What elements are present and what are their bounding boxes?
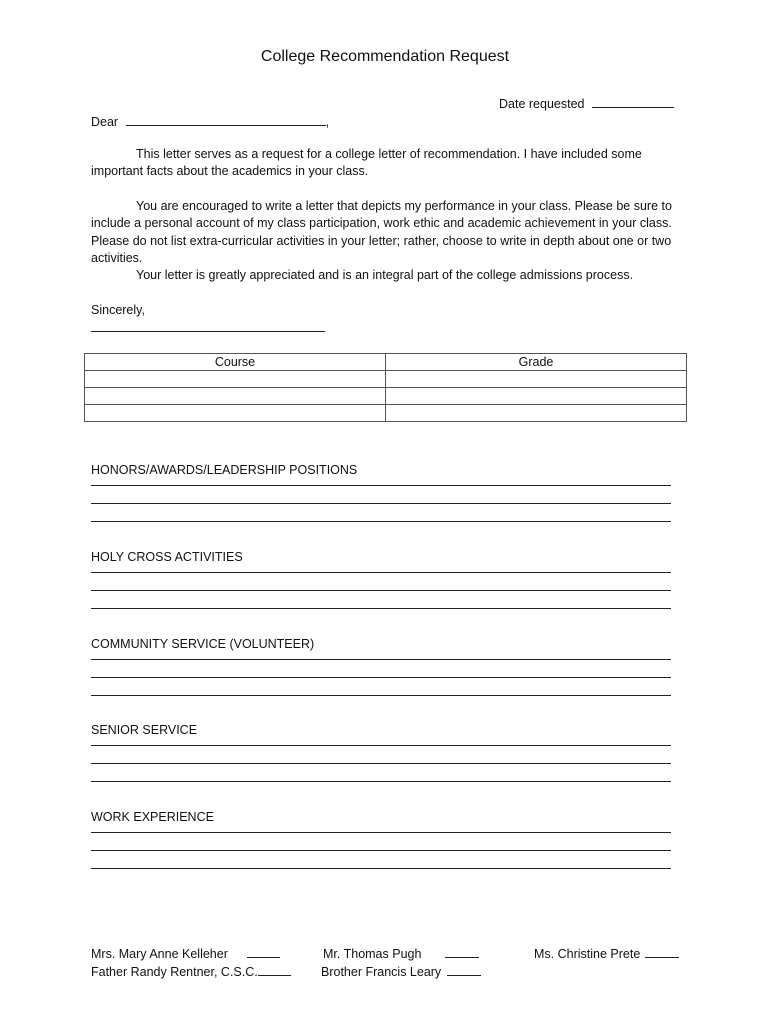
grade-cell[interactable] bbox=[386, 405, 687, 422]
table-header-row bbox=[85, 354, 687, 371]
section-heading: SENIOR SERVICE bbox=[91, 723, 198, 737]
section-holy-cross-activities bbox=[91, 549, 671, 609]
dear-comma: , bbox=[325, 115, 330, 129]
answer-line[interactable] bbox=[91, 868, 671, 869]
answer-line[interactable] bbox=[91, 677, 671, 678]
answer-line[interactable] bbox=[91, 608, 671, 609]
grade-cell[interactable] bbox=[386, 371, 687, 388]
checkoff-pugh[interactable] bbox=[445, 944, 479, 958]
answer-line[interactable] bbox=[91, 850, 671, 851]
date-requested-field[interactable] bbox=[592, 94, 674, 108]
section-community-service bbox=[91, 636, 671, 696]
teacher-name: Father Randy Rentner, C.S.C. bbox=[91, 965, 258, 979]
recipient-name-field[interactable] bbox=[126, 112, 326, 126]
grade-cell[interactable] bbox=[386, 388, 687, 405]
answer-line[interactable] bbox=[91, 572, 671, 573]
date-requested-label: Date requested bbox=[499, 97, 585, 111]
table-row bbox=[85, 405, 687, 422]
answer-line[interactable] bbox=[91, 485, 671, 486]
dear-label: Dear bbox=[91, 115, 119, 129]
document-title: College Recommendation Request bbox=[260, 48, 510, 65]
answer-line[interactable] bbox=[91, 590, 671, 591]
section-senior-service bbox=[91, 722, 671, 782]
grade-header: Grade bbox=[386, 354, 687, 371]
answer-line[interactable] bbox=[91, 745, 671, 746]
checkoff-prete[interactable] bbox=[645, 944, 679, 958]
teacher-name: Mrs. Mary Anne Kelleher bbox=[91, 947, 228, 961]
letter-paragraph-1 bbox=[91, 146, 676, 181]
table-row bbox=[85, 371, 687, 388]
teacher-name: Mr. Thomas Pugh bbox=[323, 947, 422, 961]
section-heading: HONORS/AWARDS/LEADERSHIP POSITIONS bbox=[91, 463, 358, 477]
course-cell[interactable] bbox=[85, 388, 386, 405]
section-heading: WORK EXPERIENCE bbox=[91, 810, 214, 824]
teacher-name: Ms. Christine Prete bbox=[534, 947, 641, 961]
answer-line[interactable] bbox=[91, 695, 671, 696]
checkoff-leary[interactable] bbox=[447, 962, 481, 976]
section-honors bbox=[91, 462, 671, 522]
signoff-pugh bbox=[323, 944, 479, 963]
paragraph-text: You are encouraged to write a letter that depicts my performance in your class. Please be sure to include a personal account of my class participation, work ethic and academic achievement in your class. Please do not list extra-curricular activities in your letter; rather, choose to write in depth about one or two activities. bbox=[91, 199, 672, 265]
answer-line[interactable] bbox=[91, 763, 671, 764]
section-work-experience bbox=[91, 809, 671, 869]
paragraph-text: Your letter is greatly appreciated and is an integral part of the college admissions process. bbox=[136, 268, 634, 283]
course-grade-table bbox=[84, 353, 687, 422]
section-heading: COMMUNITY SERVICE (VOLUNTEER) bbox=[91, 637, 315, 651]
signoff-prete bbox=[534, 944, 679, 963]
signoff-leary bbox=[321, 962, 481, 981]
date-requested-row bbox=[499, 94, 674, 113]
answer-line[interactable] bbox=[91, 521, 671, 522]
course-cell[interactable] bbox=[85, 371, 386, 388]
teacher-name: Brother Francis Leary bbox=[321, 965, 442, 979]
letter-paragraph-2 bbox=[91, 198, 676, 284]
course-header: Course bbox=[85, 354, 386, 371]
paragraph-text: This letter serves as a request for a college letter of recommendation. I have included some important facts about the academics in your class. bbox=[91, 147, 642, 179]
checkoff-kelleher[interactable] bbox=[247, 944, 280, 958]
table-row bbox=[85, 388, 687, 405]
answer-line[interactable] bbox=[91, 781, 671, 782]
signature-line[interactable] bbox=[91, 331, 325, 332]
answer-line[interactable] bbox=[91, 659, 671, 660]
answer-line[interactable] bbox=[91, 832, 671, 833]
course-cell[interactable] bbox=[85, 405, 386, 422]
answer-line[interactable] bbox=[91, 503, 671, 504]
section-heading: HOLY CROSS ACTIVITIES bbox=[91, 550, 243, 564]
signoff-rentner bbox=[91, 962, 291, 981]
dear-row bbox=[91, 112, 329, 131]
signoff-kelleher bbox=[91, 944, 280, 963]
closing: Sincerely, bbox=[91, 303, 145, 317]
checkoff-rentner[interactable] bbox=[258, 962, 291, 976]
